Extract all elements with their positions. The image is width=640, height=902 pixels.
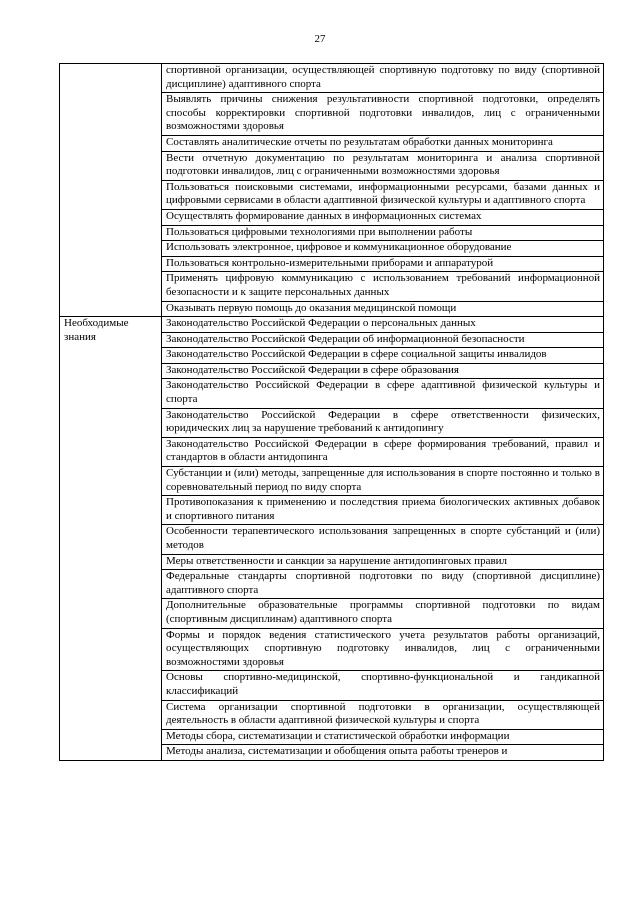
table-cell: Меры ответственности и санкции за нарушение антидопинговых правил [162,554,604,570]
table-cell: Законодательство Российской Федерации в сфере социальной защиты инвалидов [162,348,604,364]
table-cell: Использовать электронное, цифровое и коммуникационное оборудование [162,241,604,257]
table-cell: Составлять аналитические отчеты по результатам обработки данных мониторинга [162,135,604,151]
table-row [60,64,604,93]
requirements-table [59,63,604,761]
table-cell: Законодательство Российской Федерации в сфере ответственности физических, юридических лиц за нарушение требований к антидопингу [162,408,604,437]
table-cell: Формы и порядок ведения статистического учета результатов работы организаций, осуществляющих спортивную подготовку инвалидов, лиц с ограниченными возможностями здоровья [162,628,604,671]
table-cell: Федеральные стандарты спортивной подготовки по виду (спортивной дисциплине) адаптивного спорта [162,570,604,599]
skills-category-cell [60,64,162,317]
table-cell: Выявлять причины снижения результативности спортивной подготовки, определять способы корректировки спортивной подготовки инвалидов, лиц с ограниченными возможностями здоровья [162,93,604,136]
table-cell: Вести отчетную документацию по результатам мониторинга и анализа спортивной подготовки инвалидов, лиц с ограниченными возможностями здоровья [162,151,604,180]
table-cell: Противопоказания к применению и последствия приема биологических активных добавок и спортивного питания [162,496,604,525]
table-cell: Пользоваться контрольно-измерительными приборами и аппаратурой [162,256,604,272]
table-cell: Особенности терапевтического использования запрещенных в спорте субстанций и (или) методов [162,525,604,554]
table-cell: Методы анализа, систематизации и обобщения опыта работы тренеров и [162,745,604,761]
table-cell: Законодательство Российской Федерации об информационной безопасности [162,332,604,348]
table-cell: Законодательство Российской Федерации в сфере адаптивной физической культуры и спорта [162,379,604,408]
table-cell: Оказывать первую помощь до оказания медицинской помощи [162,301,604,317]
knowledge-category-cell: Необходимые знания [60,317,162,761]
table-cell: спортивной организации, осуществляющей спортивную подготовку по виду (спортивной дисциплине) адаптивного спорта [162,64,604,93]
table-cell: Методы сбора, систематизации и статистической обработки информации [162,729,604,745]
table-cell: Основы спортивно-медицинской, спортивно-функциональной и гандикапной классификаций [162,671,604,700]
table-cell: Законодательство Российской Федерации в сфере образования [162,363,604,379]
table-cell: Применять цифровую коммуникацию с использованием требований информационной безопасности и к защите персональных данных [162,272,604,301]
table-cell: Субстанции и (или) методы, запрещенные для использования в спорте постоянно и только в соревновательный период по виду спорта [162,467,604,496]
page-number: 27 [314,33,326,45]
table-cell: Система организации спортивной подготовки в организации, осуществляющей деятельность в области адаптивной физической культуры и спорта [162,700,604,729]
table-cell: Осуществлять формирование данных в информационных системах [162,209,604,225]
table-row [60,317,604,333]
table-cell: Законодательство Российской Федерации в сфере формирования требований, правил и стандартов в области антидопинга [162,437,604,466]
table-cell: Пользоваться поисковыми системами, информационными ресурсами, базами данных и цифровыми сервисами в области адаптивной физической культуры и адаптивного спорта [162,180,604,209]
table-cell: Пользоваться цифровыми технологиями при выполнении работы [162,225,604,241]
table-cell: Законодательство Российской Федерации о персональных данных [162,317,604,333]
table-cell: Дополнительные образовательные программы спортивной подготовки по видам (спортивным дисциплинам) адаптивного спорта [162,599,604,628]
